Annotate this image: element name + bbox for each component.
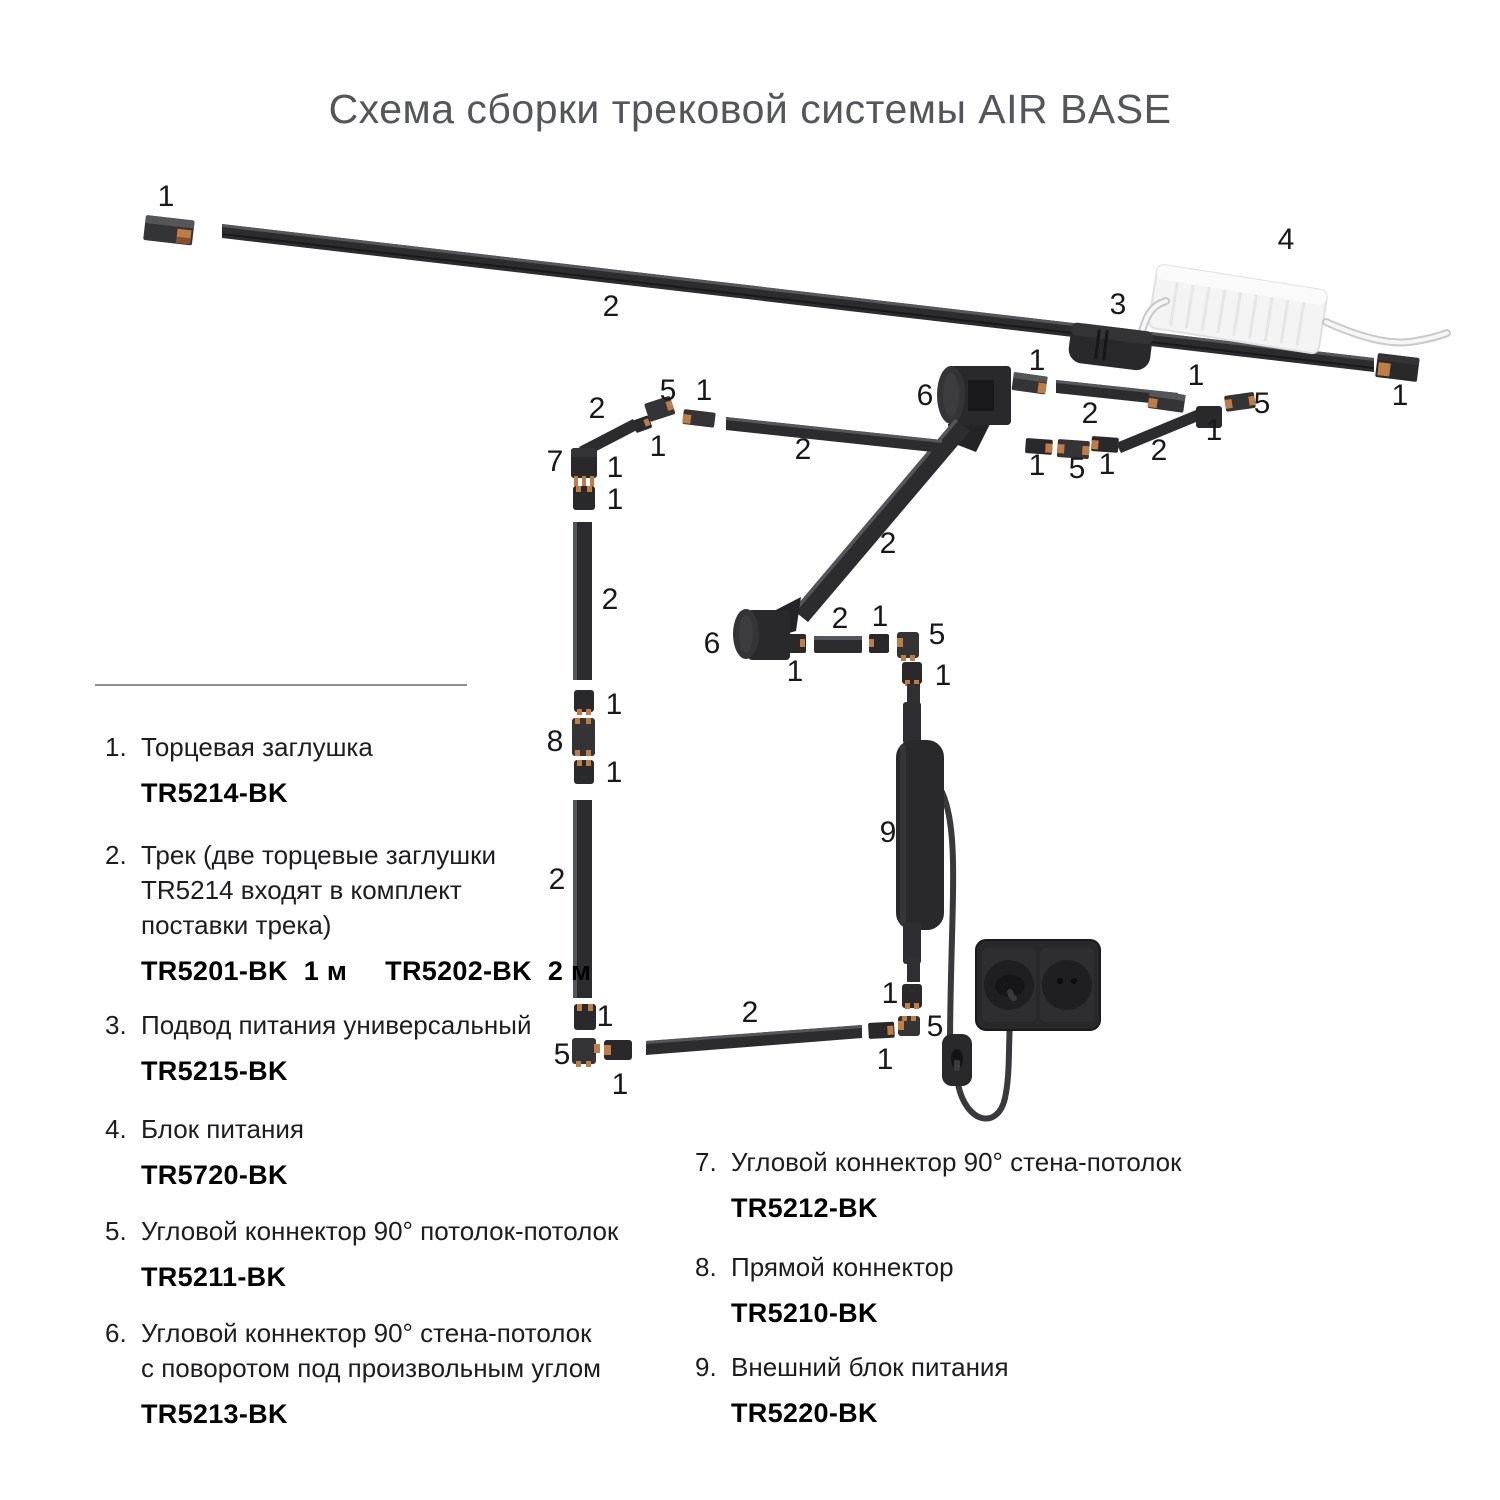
diagram-callout-1: 1 xyxy=(1187,359,1205,392)
diagram-callout-5: 5 xyxy=(659,374,677,407)
diagram-callout-5: 5 xyxy=(928,618,946,651)
diagram-callout-8: 8 xyxy=(546,725,564,758)
diagram-callout-1: 1 xyxy=(606,451,624,484)
legend-item-code: TR5211-BK xyxy=(141,1262,287,1292)
diagram-callout-2: 2 xyxy=(1081,397,1099,430)
legend-item-title: Угловой коннектор 90° потолок-потолок xyxy=(141,1216,619,1246)
diagram-callout-1: 1 xyxy=(611,1068,629,1101)
legend-item-4 xyxy=(105,1112,304,1191)
legend-item-number: 7. xyxy=(695,1147,717,1177)
diagram-callout-5: 5 xyxy=(1253,387,1271,420)
legend-item-title: Угловой коннектор 90° стена-потолок xyxy=(731,1147,1182,1177)
diagram-callout-2: 2 xyxy=(794,433,812,466)
diagram-callout-1: 1 xyxy=(606,483,624,516)
legend-size-2m: 2 м xyxy=(547,956,592,986)
diagram-callout-6: 6 xyxy=(916,379,934,412)
legend-item-code: TR5210-BK xyxy=(731,1298,878,1328)
legend-size-1m: 1 м xyxy=(303,956,348,986)
legend-item-code: TR5215-BK xyxy=(141,1056,288,1086)
diagram-callout-2: 2 xyxy=(1150,434,1168,467)
legend-item-title: Прямой коннектор xyxy=(731,1252,954,1282)
diagram-callout-9: 9 xyxy=(879,816,897,849)
diagram-callout-1: 1 xyxy=(649,430,667,463)
diagram-callout-3: 3 xyxy=(1109,288,1127,321)
legend-item-7 xyxy=(695,1145,1182,1224)
diagram-callout-2: 2 xyxy=(879,527,897,560)
diagram-callout-1: 1 xyxy=(786,655,804,688)
legend-item-number: 9. xyxy=(695,1352,717,1382)
legend-item-number: 4. xyxy=(105,1114,127,1144)
diagram-callout-1: 1 xyxy=(1205,414,1223,447)
diagram-callout-4: 4 xyxy=(1277,223,1295,256)
diagram-callout-1: 1 xyxy=(881,977,899,1010)
legend-item-code: TR5214-BK xyxy=(141,778,288,808)
legend-item-code: TR5213-BK xyxy=(141,1399,288,1429)
diagram-callout-1: 1 xyxy=(596,1000,614,1033)
diagram-callout-1: 1 xyxy=(876,1043,894,1076)
page-title: Схема сборки трековой системы AIR BASE xyxy=(328,86,1172,132)
legend-item-2 xyxy=(105,838,591,987)
legend-item-code xyxy=(141,956,591,987)
diagram-callout-2: 2 xyxy=(601,583,619,616)
legend-item-5 xyxy=(105,1214,618,1293)
diagram-callout-7: 7 xyxy=(546,445,564,478)
diagram-callout-2: 2 xyxy=(741,996,759,1029)
diagram-callout-1: 1 xyxy=(1098,448,1116,481)
legend-item-code: TR5220-BK xyxy=(731,1398,878,1428)
legend-item-3 xyxy=(105,1008,531,1087)
legend-item-8 xyxy=(695,1250,954,1329)
diagram-callout-2: 2 xyxy=(548,863,566,896)
legend-code-1m: TR5201-BK xyxy=(141,956,288,986)
legend-item-title: Внешний блок питания xyxy=(731,1352,1009,1382)
legend-item-number: 6. xyxy=(105,1318,127,1348)
legend-item-6 xyxy=(105,1316,611,1430)
legend-item-number: 3. xyxy=(105,1010,127,1040)
diagram-callout-1: 1 xyxy=(695,374,713,407)
diagram-callout-2: 2 xyxy=(602,290,620,323)
legend-item-code: TR5720-BK xyxy=(141,1160,288,1190)
diagram-callout-1: 1 xyxy=(1028,449,1046,482)
legend-item-number: 2. xyxy=(105,840,127,870)
diagram-callout-2: 2 xyxy=(831,602,849,635)
diagram-callout-2: 2 xyxy=(588,392,606,425)
legend-item-title: Торцевая заглушка xyxy=(141,732,373,762)
legend-item-title: Подвод питания универсальный xyxy=(141,1010,532,1040)
diagram-callout-1: 1 xyxy=(157,180,175,213)
diagram-callout-5: 5 xyxy=(926,1010,944,1043)
legend-item-number: 1. xyxy=(105,732,127,762)
legend-code-2m: TR5202-BK xyxy=(385,956,532,986)
legend-item-title: Угловой коннектор 90° стена-потолок с поворотом под произвольным углом xyxy=(141,1318,602,1383)
legend-item-title: Блок питания xyxy=(141,1114,304,1144)
diagram-callout-6: 6 xyxy=(703,627,721,660)
legend-item-number: 5. xyxy=(105,1216,127,1246)
diagram-callout-1: 1 xyxy=(605,756,623,789)
legend-item-1 xyxy=(105,730,373,809)
legend-item-9 xyxy=(695,1350,1009,1429)
diagram-callout-1: 1 xyxy=(871,600,889,633)
diagram-callout-1: 1 xyxy=(1391,379,1409,412)
legend-item-code: TR5212-BK xyxy=(731,1193,878,1223)
diagram-callout-1: 1 xyxy=(1028,344,1046,377)
legend-item-number: 8. xyxy=(695,1252,717,1282)
diagram-callout-5: 5 xyxy=(553,1038,571,1071)
diagram-callout-1: 1 xyxy=(605,688,623,721)
legend-divider xyxy=(95,684,467,686)
diagram-callout-1: 1 xyxy=(934,659,952,692)
diagram-callout-5: 5 xyxy=(1068,452,1086,485)
legend-item-title: Трек (две торцевые заглушки TR5214 входят в комплект поставки трека) xyxy=(141,840,496,940)
